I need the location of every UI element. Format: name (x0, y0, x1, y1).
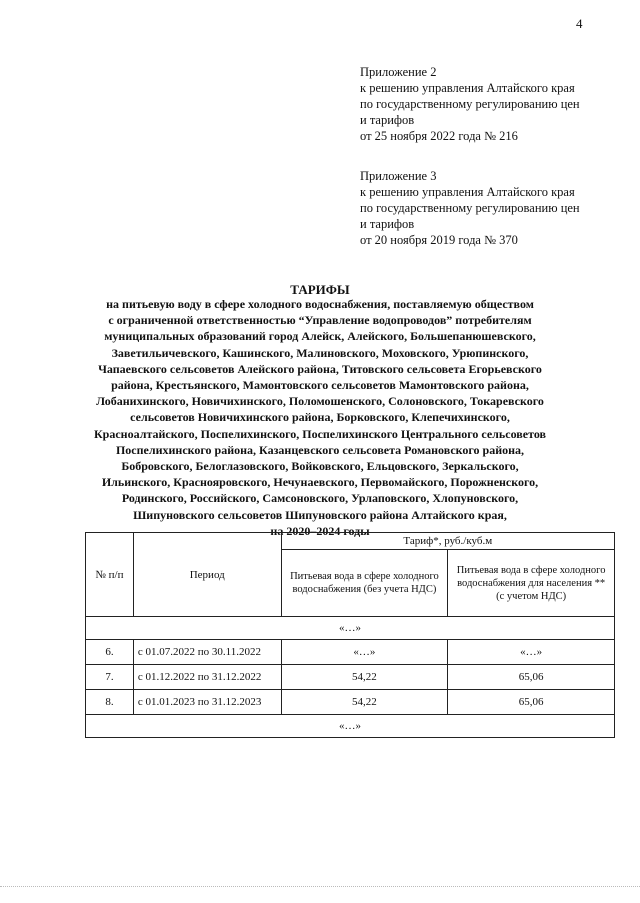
page-number: 4 (576, 16, 583, 31)
subtitle-line: Лобанихинского, Новичихинского, Поломошенского, Солоновского, Токаревского (96, 394, 544, 409)
appendix-3-line: к решению управления Алтайского края (360, 185, 575, 199)
row-number: 8. (86, 690, 134, 715)
appendix-2-line: от 25 ноября 2022 года № 216 (360, 129, 518, 143)
scan-edge-divider (0, 886, 640, 887)
appendix-2-line: и тарифов (360, 113, 415, 127)
table-header-row (86, 533, 615, 550)
table-row (86, 665, 615, 690)
subtitle-line: Чапаевского сельсоветов Алейского района, Титовского сельсовета Егорьевского (98, 361, 542, 376)
subtitle-line: муниципальных образований город Алейск, Алейского, Большепанюшевского, (104, 329, 536, 344)
subtitle-line: Заветильичевского, Кашинского, Малиновского, Моховского, Урюпинского, (111, 345, 529, 360)
subtitle-line: Бобровского, Белоглазовского, Войковского, Ельцовского, Зеркальского, (121, 459, 519, 474)
appendix-3-line: от 20 ноября 2019 года № 370 (360, 233, 518, 247)
appendix-3-line: Приложение 3 (360, 169, 437, 183)
row-tariff-1: «…» (281, 640, 448, 665)
subtitle-line: района, Крестьянского, Мамонтовского сельсоветов Мамонтовского района, (111, 378, 529, 393)
appendix-2-line: по государственному регулированию цен (360, 97, 580, 111)
document-title: ТАРИФЫ (290, 282, 350, 297)
subtitle-line: на 2020–2024 годы (270, 523, 370, 538)
subtitle-line: на питьевую воду в сфере холодного водоснабжения, поставляемую обществом (106, 297, 534, 311)
row-tariff-2: 65,06 (448, 690, 615, 715)
table-row (86, 640, 615, 665)
row-tariff-1: 54,22 (281, 690, 448, 715)
ellipsis-top: «…» (86, 617, 615, 640)
row-period: с 01.01.2023 по 31.12.2023 (133, 690, 281, 715)
tariff-table (85, 532, 615, 738)
appendix-3-block (360, 168, 620, 248)
appendix-2-block (360, 64, 620, 144)
row-tariff-1: 54,22 (281, 665, 448, 690)
table-ellipsis-row (86, 617, 615, 640)
header-number: № п/п (86, 533, 134, 617)
ellipsis-bottom: «…» (86, 715, 615, 738)
subtitle-line: Шипуновского сельсоветов Шипуновского района Алтайского края, (133, 507, 507, 522)
header-tariff-without-vat: Питьевая вода в сфере холодного водоснабжения (без учета НДС) (281, 550, 448, 617)
appendix-2-line: Приложение 2 (360, 65, 437, 79)
document-subtitle (80, 296, 560, 539)
row-tariff-2: «…» (448, 640, 615, 665)
subtitle-line: Поспелихинского района, Казанцевского сельсовета Романовского района, (115, 442, 525, 457)
header-tariff-group: Тариф*, руб./куб.м (281, 533, 614, 550)
row-period: с 01.07.2022 по 30.11.2022 (133, 640, 281, 665)
subtitle-line: Красноалтайского, Поспелихинского, Поспелихинского Центрального сельсоветов (93, 426, 547, 441)
table-ellipsis-row (86, 715, 615, 738)
subtitle-line: Родинского, Российского, Самсоновского, Урлаповского, Хлопуновского, (121, 491, 519, 506)
subtitle-line: сельсоветов Новичихинского района, Борковского, Клепечихинского, (130, 410, 510, 425)
appendix-2-line: к решению управления Алтайского края (360, 81, 575, 95)
row-period: с 01.12.2022 по 31.12.2022 (133, 665, 281, 690)
header-tariff-population-with-vat: Питьевая вода в сфере холодного водоснабжения для населения ** (с учетом НДС) (448, 550, 615, 617)
subtitle-line: Ильинского, Краснояровского, Нечунаевского, Первомайского, Порожненского, (101, 475, 539, 490)
table-row (86, 690, 615, 715)
row-number: 7. (86, 665, 134, 690)
appendix-3-line: и тарифов (360, 217, 415, 231)
row-tariff-2: 65,06 (448, 665, 615, 690)
appendix-3-line: по государственному регулированию цен (360, 201, 580, 215)
header-period: Период (133, 533, 281, 617)
row-number: 6. (86, 640, 134, 665)
subtitle-line: с ограниченной ответственностью “Управление водопроводов” потребителям (108, 313, 532, 328)
